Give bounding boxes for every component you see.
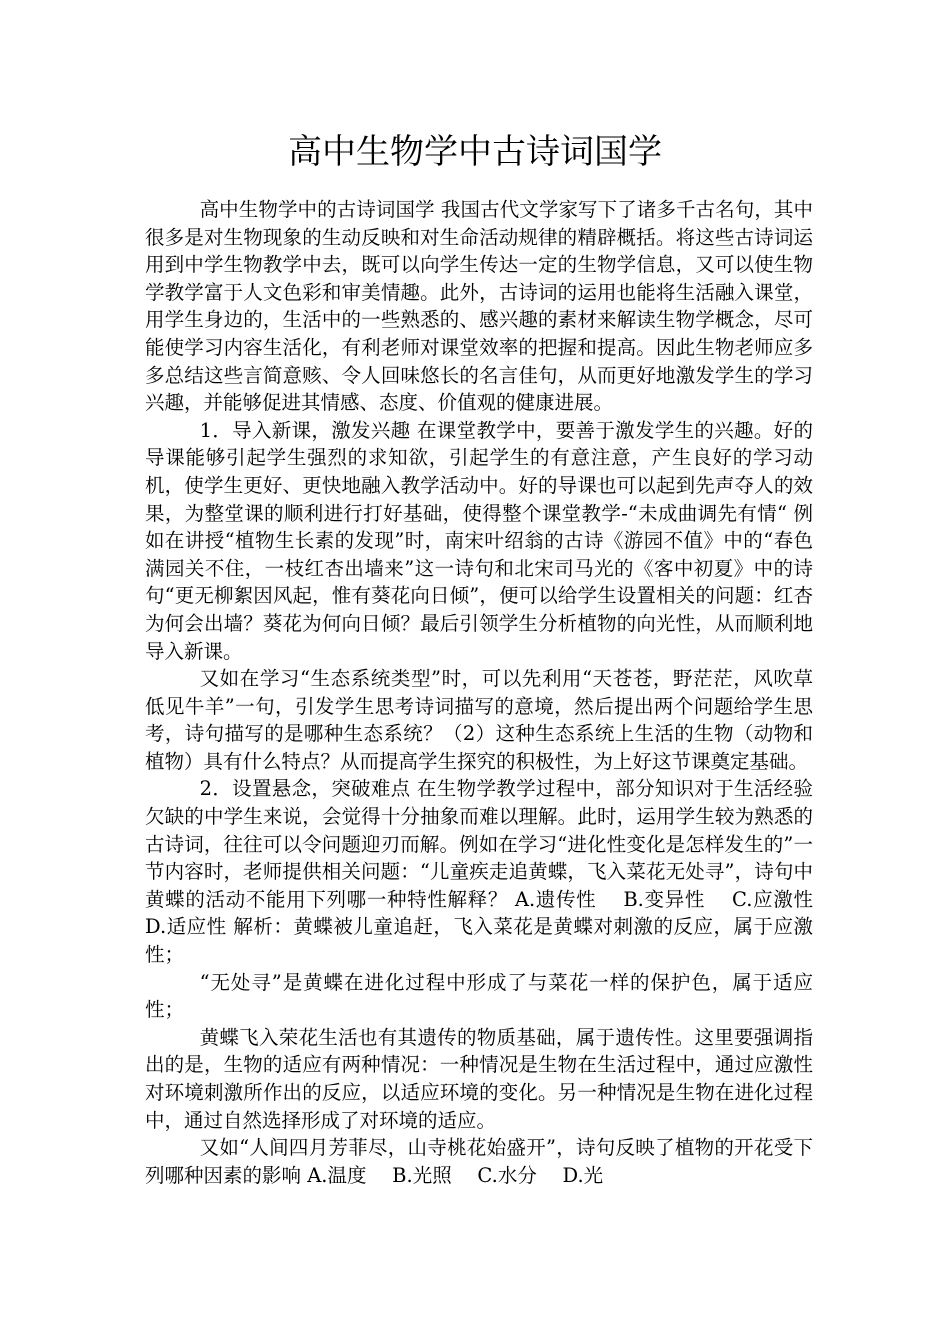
document-body — [145, 196, 839, 1189]
document-title: 高中生物学中古诗词国学 — [288, 132, 662, 172]
paragraph-ecosystem-example: 又如在学习“生态系统类型”时，可以先利用“天苍苍，野茫茫，风吹草低见牛羊”一句，引发学生思考诗词描写的意境，然后提出两个问题给学生思考，诗句描写的是哪种生态系统？（2）这种生态系统上生活的生物（动物和植物）具有什么特点？从而提高学生探究的积极性，为上好这节课奠定基础。 — [145, 667, 813, 773]
paragraph-heredity: 黄蝶飞入荣花生活也有其遗传的物质基础，属于遗传性。这里要强调指出的是，生物的适应有两种情况：一种情况是生物在生活过程中，通过应激性对环境刺激所作出的反应，以适应环境的变化。另一种情况是生物在进化过程中，通过自然选择形成了对环境的适应。 — [145, 1025, 813, 1132]
paragraph-flowering-example: 又如“人间四月芳菲尽，山寺桃花始盛开”，诗句反映了植物的开花受下列哪种因素的影响 A.温度 B.光照 C.水分 D.光 — [145, 1136, 813, 1187]
paragraph-adaptation: “无处寻”是黄蝶在进化过程中形成了与菜花一样的保护色，属于适应性； — [145, 970, 813, 1022]
paragraph-section-2: 2．设置悬念，突破难点 在生物学教学过程中，部分知识对于生活经验欠缺的中学生来说，会觉得十分抽象而难以理解。此时，运用学生较为熟悉的古诗词，往往可以令问题迎刃而解。例如在学习“进化性变化是怎样发生的”一节内容时，老师提供相关问题：“儿童疾走追黄蝶，飞入菜花无处寻”，诗句中黄蝶的活动不能用下列哪一种特性解释？ A.遗传性 B.变异性 C.应激性 D.适应性 解析：黄蝶被儿童追赶，飞入菜花是黄蝶对刺激的反应，属于应激性； — [145, 777, 839, 967]
paragraph-section-1: 1．导入新课，激发兴趣 在课堂教学中，要善于激发学生的兴趣。好的导课能够引起学生强烈的求知欲，引起学生的有意注意，产生良好的学习动机，使学生更好、更快地融入教学活动中。好的导课也可以起到先声夺人的效果，为整堂课的顺利进行打好基础，使得整个课堂教学-“未成曲调先有情“ 例如在讲授“植物生长素的发现”时，南宋叶绍翁的古诗《游园不值》中的“春色满园关不住，一枝红杏出墙来”这一诗句和北宋司马光的《客中初夏》中的诗句“更无柳絮因风起，惟有葵花向日倾”，便可以给学生设置相关的问题：红杏为何会出墙？葵花为何向日倾？最后引领学生分析植物的向光性，从而顺利地导入新课。 — [145, 418, 813, 663]
paragraph-intro: 高中生物学中的古诗词国学 我国古代文学家写下了诸多千古名句，其中很多是对生物现象的生动反映和对生命活动规律的精辟概括。将这些古诗词运用到中学生物教学中去，既可以向学生传达一定的生物学信息，又可以使生物学教学富于人文色彩和审美情趣。此外，古诗词的运用也能将生活融入课堂，用学生身边的，生活中的一些熟悉的、感兴趣的素材来解读生物学概念，尽可能使学习内容生活化，有利老师对课堂效率的把握和提高。因此生物老师应多多总结这些言简意赅、令人回味悠长的名言佳句，从而更好地激发学生的学习兴趣，并能够促进其情感、态度、价值观的健康进展。 — [145, 198, 813, 415]
